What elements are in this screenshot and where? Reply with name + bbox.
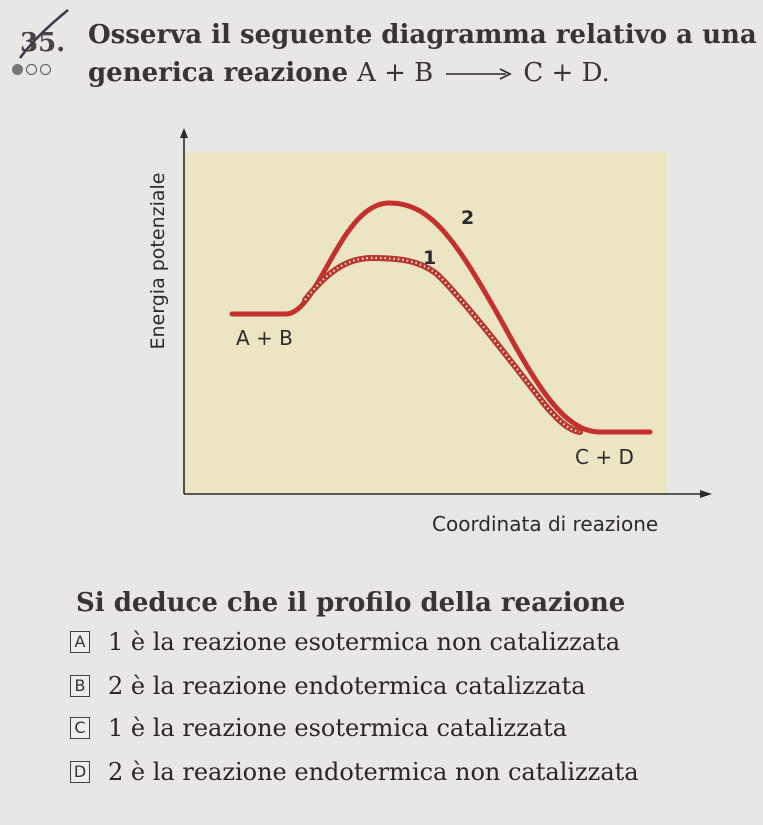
option-letter-box[interactable]: A <box>70 631 90 653</box>
y-axis-arrowhead <box>180 128 188 138</box>
option-letter-box[interactable]: C <box>70 717 90 739</box>
question-stem: Si deduce che il profilo della reazione <box>76 588 626 618</box>
y-axis-label: Energia potenziale <box>147 172 169 350</box>
reactants-label: A + B <box>236 326 293 350</box>
answer-option-d[interactable] <box>70 758 639 786</box>
option-text: 2 è la reazione endotermica catalizzata <box>108 672 586 700</box>
curve-1-label: 1 <box>423 247 437 269</box>
question-text-prefix: generica reazione <box>88 58 348 88</box>
answer-option-a[interactable] <box>70 628 620 656</box>
plot-area <box>184 152 667 494</box>
x-axis-label: Coordinata di reazione <box>432 512 659 536</box>
option-letter-box[interactable]: D <box>70 761 90 783</box>
reaction-products: C + D. <box>523 58 610 88</box>
option-text: 2 è la reazione endotermica non catalizzata <box>108 758 639 786</box>
products-label: C + D <box>575 445 634 469</box>
answer-option-c[interactable] <box>70 714 567 742</box>
question-text-line-1: Osserva il seguente diagramma relativo a una <box>88 20 757 50</box>
option-letter-box[interactable]: B <box>70 675 90 697</box>
option-text: 1 è la reazione esotermica catalizzata <box>108 714 568 742</box>
reaction-reactants: A + B <box>357 58 434 88</box>
curve-2-label: 2 <box>461 207 475 229</box>
option-text: 1 è la reazione esotermica non catalizzata <box>108 628 621 656</box>
answer-option-b[interactable] <box>70 672 586 700</box>
question-number: 35. <box>20 28 65 58</box>
x-axis-arrowhead <box>700 490 712 498</box>
